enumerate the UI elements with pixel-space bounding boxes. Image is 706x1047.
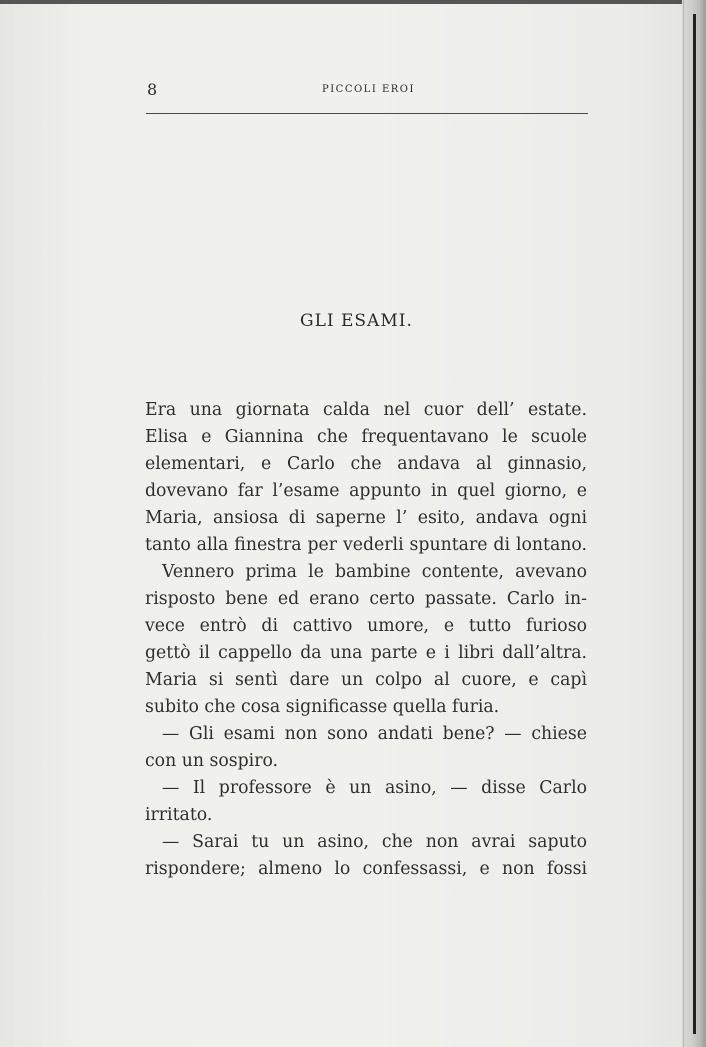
running-title: PICCOLI EROI <box>322 84 415 95</box>
text-line: rispondere; almeno lo confessassi, e non fossi <box>145 859 587 879</box>
text-line: vece entrò di cattivo umore, e tutto furioso <box>145 616 587 636</box>
header-rule <box>146 113 588 114</box>
text-line: gettò il cappello da una parte e i libri dall’altra. <box>145 643 587 663</box>
text-line: — Sarai tu un asino, che non avrai saputo <box>162 832 587 852</box>
text-line: Era una giornata calda nel cuor dell’ estate. <box>145 400 587 420</box>
text-line: subito che cosa significasse quella furia. <box>145 697 500 717</box>
page-header <box>147 80 587 100</box>
text-line: elementari, e Carlo che andava al ginnasio, <box>145 454 587 474</box>
text-line: Maria, ansiosa di saperne l’ esito, andava ogni <box>145 508 587 528</box>
text-line: — Gli esami non sono andati bene? — chiese <box>162 724 587 744</box>
text-line: Maria si sentì dare un colpo al cuore, e capì <box>145 670 587 690</box>
text-line: dovevano far l’esame appunto in quel giorno, e <box>145 481 587 501</box>
chapter-title: GLI ESAMI. <box>300 311 413 331</box>
text-line: tanto alla finestra per vederli spuntare di lontano. <box>145 535 587 555</box>
page-top-edge <box>0 0 706 4</box>
page-number: 8 <box>147 80 158 99</box>
text-line: con un sospiro. <box>145 751 279 771</box>
text-line: — Il professore è un asino, — disse Carlo <box>162 778 587 798</box>
text-line: risposto bene ed erano certo passate. Carlo in- <box>145 589 587 609</box>
text-line: Vennero prima le bambine contente, avevano <box>162 562 587 582</box>
text-line: irritato. <box>145 805 213 825</box>
text-line: Elisa e Giannina che frequentavano le scuole <box>145 427 587 447</box>
page-edge-shadow <box>683 0 684 1047</box>
page-edge-line <box>693 14 696 1034</box>
